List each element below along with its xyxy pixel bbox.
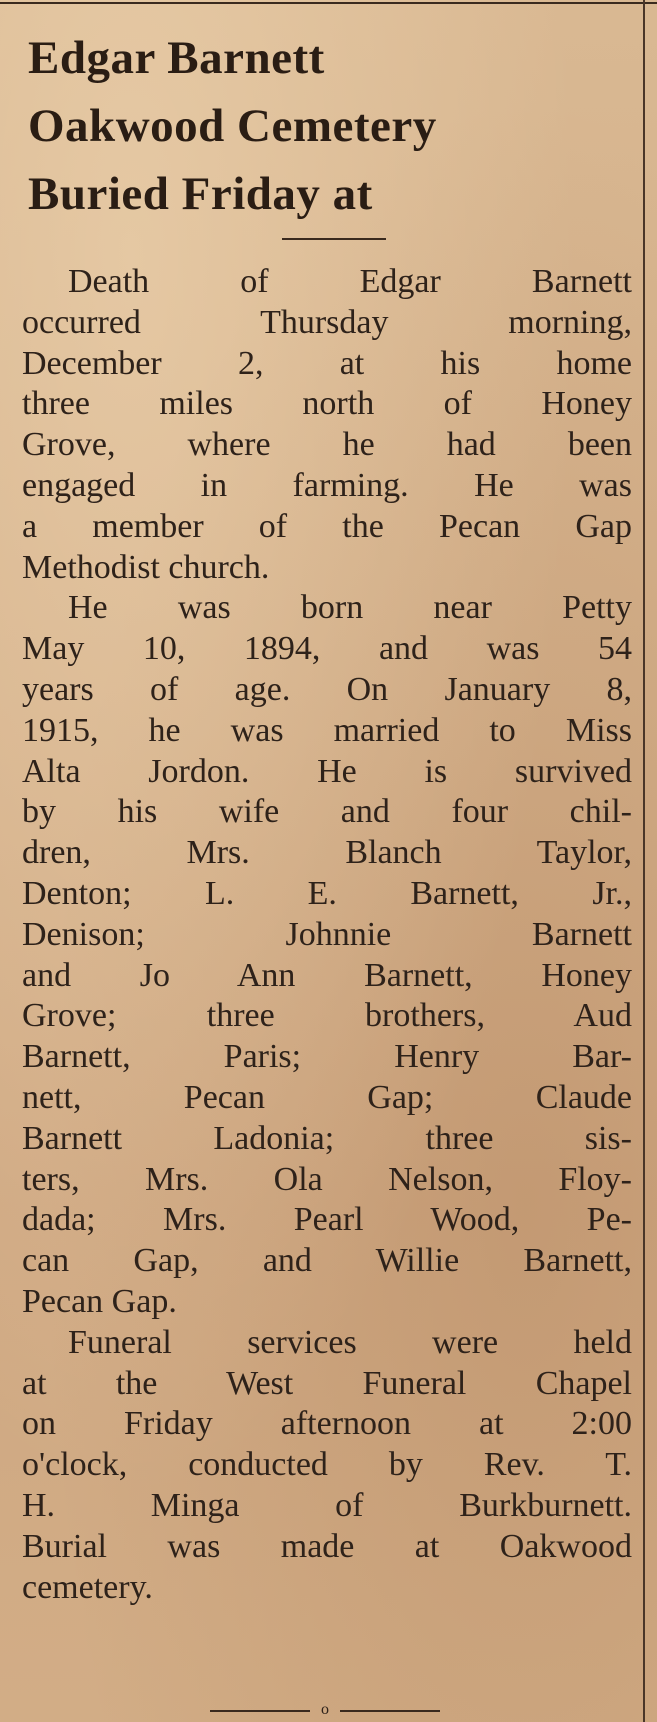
article-line: at the West Funeral Chapel (22, 1364, 632, 1402)
article-line: nett, Pecan Gap; Claude (22, 1078, 632, 1116)
article-line: Alta Jordon. He is survived (22, 752, 632, 790)
article-line: Burial was made at Oakwood (22, 1527, 632, 1565)
article-line: years of age. On January 8, (22, 670, 632, 708)
article-line: engaged in farming. He was (22, 466, 632, 504)
article-line: dada; Mrs. Pearl Wood, Pe- (22, 1201, 632, 1239)
article-line: He was born near Petty (68, 589, 632, 627)
end-of-article-mark (210, 1703, 440, 1717)
article-line: a member of the Pecan Gap (22, 507, 632, 545)
headline-line: Oakwood Cemetery (28, 100, 437, 152)
article-line: by his wife and four chil- (22, 793, 632, 831)
article-line: Funeral services were held (68, 1323, 632, 1361)
headline-line: Buried Friday at (28, 168, 373, 220)
article-line: three miles north of Honey (22, 385, 632, 423)
top-rule (0, 2, 657, 4)
column-rule (643, 0, 645, 1722)
article-line: ters, Mrs. Ola Nelson, Floy- (22, 1160, 632, 1198)
article-line: Methodist church. (22, 548, 270, 586)
article-line: December 2, at his home (22, 344, 632, 382)
article-line: o'clock, conducted by Rev. T. (22, 1446, 632, 1484)
article-line: dren, Mrs. Blanch Taylor, (22, 834, 632, 872)
article-line: Pecan Gap. (22, 1282, 177, 1320)
article-line: on Friday afternoon at 2:00 (22, 1405, 632, 1443)
article-line: Grove; three brothers, Aud (22, 997, 632, 1035)
article-line: cemetery. (22, 1568, 153, 1606)
article-body (22, 262, 632, 1608)
article-line: Grove, where he had been (22, 426, 632, 464)
end-mark-bar-left (210, 1710, 310, 1712)
article-line: 1915, he was married to Miss (22, 711, 632, 749)
end-mark-glyph: o (321, 1701, 329, 1718)
article-line: Barnett, Paris; Henry Bar- (22, 1038, 632, 1076)
headline-divider (282, 238, 386, 240)
article-line: Denton; L. E. Barnett, Jr., (22, 874, 632, 912)
article-line: occurred Thursday morning, (22, 303, 632, 341)
headline-line: Edgar Barnett (28, 32, 325, 84)
headline (28, 24, 628, 228)
article-line: and Jo Ann Barnett, Honey (22, 956, 632, 994)
article-line: May 10, 1894, and was 54 (22, 630, 632, 668)
article-line: can Gap, and Willie Barnett, (22, 1242, 632, 1280)
end-mark-bar-right (340, 1710, 440, 1712)
article-line: Barnett Ladonia; three sis- (22, 1119, 632, 1157)
article-line: Death of Edgar Barnett (68, 263, 632, 300)
article-line: H. Minga of Burkburnett. (22, 1486, 632, 1524)
article-line: Denison; Johnnie Barnett (22, 915, 632, 953)
